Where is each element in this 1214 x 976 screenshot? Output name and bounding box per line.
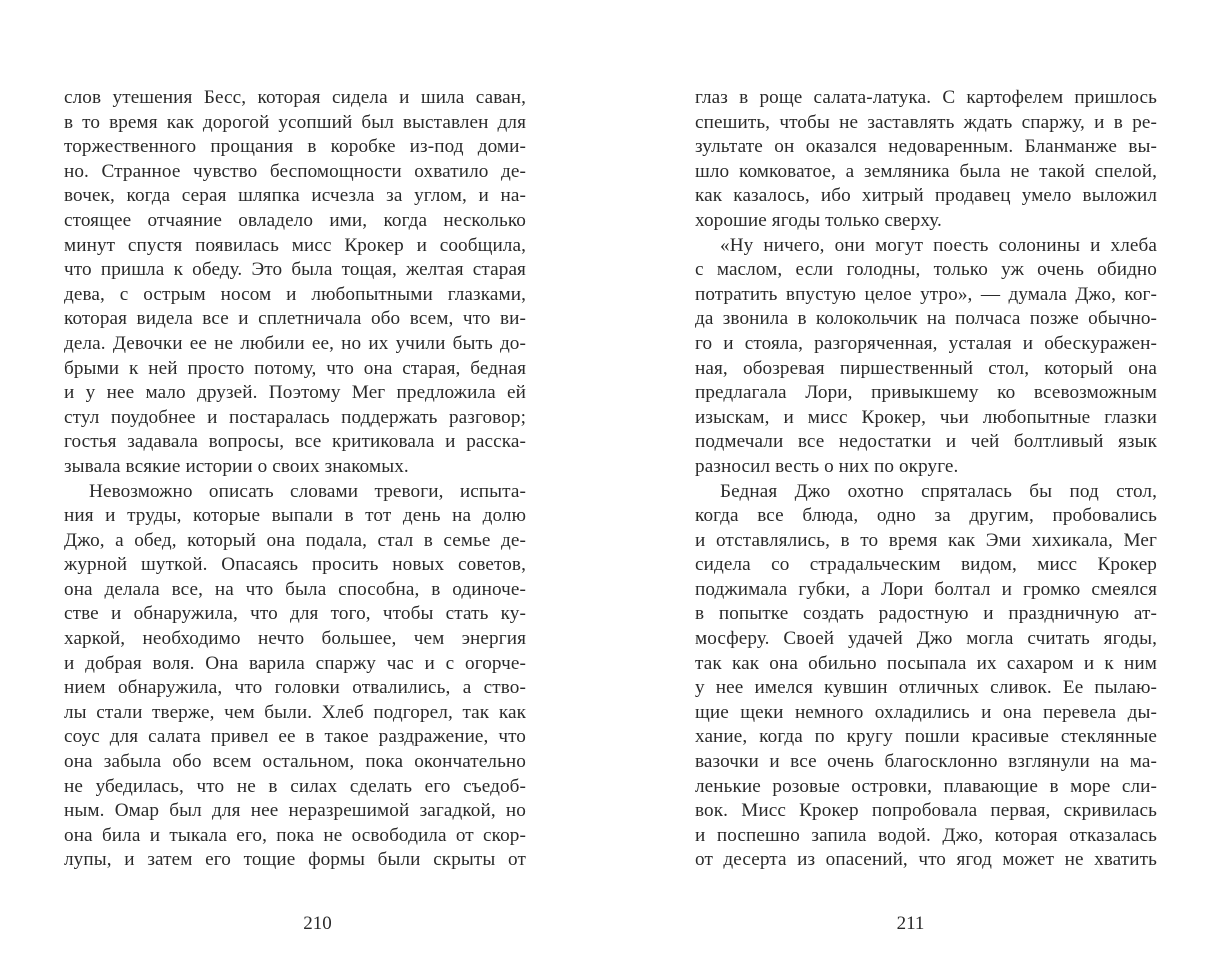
text-line: дела. Девочки ее не любили ее, но их учили быть до- [64,332,526,354]
text-line: с маслом, если голодны, только уж очень обидно [695,259,1157,281]
text-line: лы стали тверже, чем были. Хлеб подгорел, так как [64,701,526,723]
page-number-left: 210 [303,913,332,934]
text-line: зывала всякие истории о своих знакомых. [64,455,409,477]
text-line: мосферу. Своей удачей Джо могла считать ягоды, [695,628,1157,650]
text-line: брыми к ней просто потому, что она старая, бедная [64,357,526,379]
text-line: в попытке создать радостную и праздничную ат- [695,603,1157,625]
text-line: стоящее отчаяние овладело ими, когда несколько [64,209,526,231]
text-line: харкой, необходимо нечто большее, чем энергия [64,628,526,650]
text-line: «Ну ничего, они могут поесть солонины и хлеба [720,234,1157,256]
text-line: стве и обнаружила, что для того, чтобы стать ку- [64,603,526,625]
text-line: в то время как дорогой усопший был выставлен для [64,111,526,133]
text-line: гостья задавала вопросы, все критиковала и расска- [64,431,526,453]
text-line: подмечали все недостатки и чей болтливый язык [695,431,1157,453]
text-line: глаз в роще салата-латука. С картофелем пришлось [695,87,1157,108]
right-page-text [695,86,1157,873]
text-line: спешить, чтобы не заставлять ждать спаржу, и в ре- [695,111,1157,133]
text-line: зультате он оказался недоваренным. Бланманже вы- [695,136,1157,158]
text-line: разносил весть о них по округе. [695,455,959,477]
text-line: изыскам, и мисс Крокер, чьи любопытные глазки [695,406,1157,428]
text-line: Невозможно описать словами тревоги, испыта- [89,480,526,502]
text-line: ния и труды, которые выпали в тот день на долю [64,505,526,527]
text-line: дева, с острым носом и любопытными глазками, [64,283,526,305]
text-line: и поспешно запила водой. Джо, которая отказалась [695,824,1157,846]
text-line: у нее имелся кувшин отличных сливок. Ее пылаю- [695,677,1157,699]
right-page [607,0,1214,976]
text-line: поджимала губки, а Лори болтал и громко смеялся [695,578,1157,600]
text-line: как казалось, ибо хитрый продавец умело выложил [695,185,1157,207]
text-line: и добрая воля. Она варила спаржу час и с огорче- [64,652,526,674]
text-line: она делала все, на что была способна, в одиноче- [64,578,526,600]
text-line: не убедилась, что не в силах сделать его съедоб- [64,775,526,797]
text-line: нием обнаружила, что головки отвалились, а ство- [64,677,526,699]
page-number-right: 211 [896,913,925,934]
text-line: Бедная Джо охотно спряталась бы под стол, [720,480,1157,502]
text-line: так как она обильно посыпала их сахаром и к ним [695,652,1157,674]
text-line: слов утешения Бесс, которая сидела и шила саван, [64,87,526,108]
text-line: она била и тыкала его, пока не освободила от скор- [64,824,526,846]
text-line: Джо, а обед, который она подала, стал в семье де- [64,529,526,551]
text-line: вазочки и все очень благосклонно взглянули на ма- [695,751,1157,773]
text-line: ленькие розовые островки, плавающие в море сли- [695,775,1157,797]
text-line: журной шуткой. Опасаясь просить новых советов, [64,554,526,576]
text-line: потратить впустую целое утро», — думала Джо, ког- [695,283,1157,305]
text-line: вочек, когда серая шляпка исчезла за углом, и на- [64,185,526,207]
text-line: го и стояла, разгоряченная, усталая и обескуражен- [695,332,1157,354]
text-line: хание, когда по кругу пошли красивые стеклянные [695,726,1157,748]
text-line: но. Странное чувство беспомощности охватило де- [64,160,526,182]
text-line: от десерта из опасений, что ягод может не хватить [695,849,1157,871]
text-line: ная, обозревая пиршественный стол, который она [695,357,1157,379]
text-line: когда все блюда, одно за другим, пробовались [695,505,1157,527]
text-line: которая видела все и сплетничала обо всем, что ви- [64,308,526,330]
text-line: ным. Омар был для нее неразрешимой загадкой, но [64,800,526,822]
text-line: сидела со страдальческим видом, мисс Крокер [695,554,1157,576]
text-line: лупы, и затем его тощие формы были скрыты от [64,849,526,871]
text-line: да звонила в колокольчик на полчаса позже обычно- [695,308,1157,330]
text-line: хорошие ягоды только сверху. [695,209,942,231]
text-line: вок. Мисс Крокер попробовала первая, скривилась [695,800,1157,822]
text-line: она забыла обо всем остальном, пока окончательно [64,751,526,773]
text-line: щие щеки немного охладились и она перевела ды- [695,701,1157,723]
text-line: минут спустя появилась мисс Крокер и сообщила, [64,234,526,256]
text-line: что пришла к обеду. Это была тощая, желтая старая [64,259,526,281]
text-line: предлагала Лори, привыкшему ко всевозможным [695,382,1157,404]
text-line: и отставлялись, в то время как Эми хихикала, Мег [695,529,1157,551]
text-line: соус для салата привел ее в такое раздражение, что [64,726,526,748]
left-page-text [64,86,526,873]
text-line: шло комковатое, а земляника была не такой спелой, [695,160,1157,182]
text-line: стул поудобнее и постаралась поддержать разговор; [64,406,526,428]
text-line: и у нее мало друзей. Поэтому Мег предложила ей [64,382,526,404]
text-line: торжественного прощания в коробке из-под доми- [64,136,526,158]
